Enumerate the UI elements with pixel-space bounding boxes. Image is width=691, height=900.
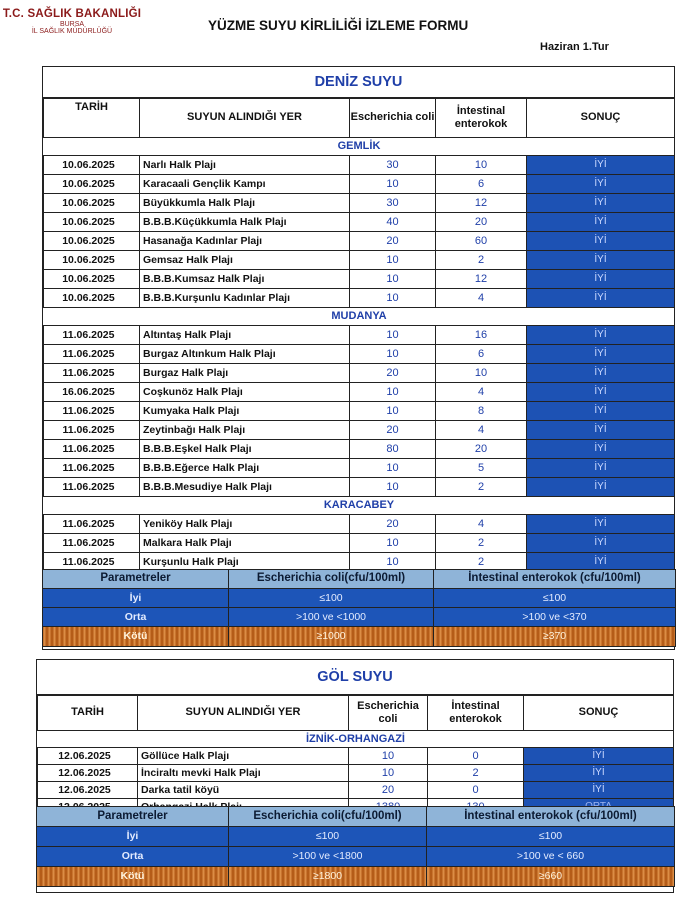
sample-date: 10.06.2025 (44, 289, 140, 308)
legend-good-ecoli: ≤100 (229, 827, 427, 847)
col-place: SUYUN ALINDIĞI YER (138, 696, 349, 731)
col-date: TARİH (38, 696, 138, 731)
ecoli-value: 10 (350, 289, 436, 308)
sample-date: 12.06.2025 (38, 748, 138, 765)
table-row (44, 251, 675, 270)
sample-date: 11.06.2025 (44, 478, 140, 497)
legend-bad-entero: ≥370 (434, 627, 676, 647)
sample-place: Zeytinbağı Halk Plajı (140, 421, 350, 440)
org-city: BURSA (59, 21, 85, 28)
col-ecoli: Escherichia coli (350, 99, 436, 138)
ecoli-value: 20 (349, 782, 428, 799)
sample-date: 11.06.2025 (44, 553, 140, 572)
sample-date: 11.06.2025 (44, 421, 140, 440)
sample-place: Malkara Halk Plajı (140, 534, 350, 553)
entero-value: 2 (436, 534, 527, 553)
group-name: MUDANYA (44, 308, 675, 326)
sample-date: 11.06.2025 (44, 459, 140, 478)
result-value: İYİ (527, 270, 675, 289)
legend-mid-label: Orta (37, 847, 229, 867)
legend-bad-label: Kötü (43, 627, 229, 647)
result-value: İYİ (527, 326, 675, 345)
sample-date: 11.06.2025 (44, 364, 140, 383)
entero-value: 2 (436, 478, 527, 497)
group-header-row (38, 731, 674, 748)
sample-place: Hasanağa Kadınlar Plajı (140, 232, 350, 251)
ecoli-value: 20 (350, 364, 436, 383)
result-value: İYİ (527, 421, 675, 440)
result-value: İYİ (524, 782, 674, 799)
sample-date: 11.06.2025 (44, 402, 140, 421)
result-value: İYİ (527, 534, 675, 553)
table-row (44, 440, 675, 459)
table-row (44, 270, 675, 289)
entero-value: 16 (436, 326, 527, 345)
sample-place: Darka tatil köyü (138, 782, 349, 799)
ecoli-value: 10 (350, 478, 436, 497)
legend-bad-ecoli: ≥1800 (229, 867, 427, 887)
sea-table (43, 98, 675, 572)
legend-param-header: Parametreler (43, 570, 229, 589)
entero-value: 6 (436, 175, 527, 194)
entero-value: 4 (436, 289, 527, 308)
ecoli-value: 30 (350, 194, 436, 213)
ecoli-value: 20 (350, 421, 436, 440)
ecoli-value: 20 (350, 232, 436, 251)
legend-mid-ecoli: >100 ve <1800 (229, 847, 427, 867)
sample-date: 10.06.2025 (44, 175, 140, 194)
sample-date: 10.06.2025 (44, 213, 140, 232)
entero-value: 8 (436, 402, 527, 421)
table-row (44, 534, 675, 553)
page-title: YÜZME SUYU KİRLİLİĞİ İZLEME FORMU (208, 18, 469, 33)
sample-date: 11.06.2025 (44, 345, 140, 364)
legend-mid-entero: >100 ve < 660 (427, 847, 675, 867)
sample-date: 10.06.2025 (44, 232, 140, 251)
result-value: İYİ (527, 478, 675, 497)
result-value: İYİ (527, 553, 675, 572)
result-value: İYİ (527, 251, 675, 270)
entero-value: 10 (436, 364, 527, 383)
group-header-row (44, 308, 675, 326)
col-ecoli: Escherichia coli (349, 696, 428, 731)
legend-good-label: İyi (43, 589, 229, 608)
legend-bad-label: Kötü (37, 867, 229, 887)
table-row (44, 156, 675, 175)
table-row (38, 748, 674, 765)
lake-legend (36, 806, 675, 887)
col-result: SONUÇ (524, 696, 674, 731)
sample-date: 11.06.2025 (44, 440, 140, 459)
ecoli-value: 20 (350, 515, 436, 534)
entero-value: 0 (428, 782, 524, 799)
sample-date: 10.06.2025 (44, 194, 140, 213)
table-row (38, 765, 674, 782)
result-value: İYİ (527, 175, 675, 194)
sample-date: 12.06.2025 (38, 765, 138, 782)
sea-water-sheet (42, 66, 675, 650)
sea-section-title: DENİZ SUYU (43, 67, 674, 98)
legend-entero-header: İntestinal enterokok (cfu/100ml) (427, 807, 675, 827)
result-value: İYİ (524, 748, 674, 765)
result-value: İYİ (527, 156, 675, 175)
ecoli-value: 10 (350, 553, 436, 572)
ecoli-value: 10 (350, 534, 436, 553)
legend-bad-entero: ≥660 (427, 867, 675, 887)
table-row (44, 326, 675, 345)
table-row (44, 175, 675, 194)
entero-value: 12 (436, 194, 527, 213)
col-entero: İntestinal enterokok (428, 696, 524, 731)
legend-mid-label: Orta (43, 608, 229, 627)
sample-place: Yeniköy Halk Plajı (140, 515, 350, 534)
sample-date: 11.06.2025 (44, 515, 140, 534)
ecoli-value: 10 (350, 383, 436, 402)
sample-place: Coşkunöz Halk Plajı (140, 383, 350, 402)
entero-value: 12 (436, 270, 527, 289)
sample-place: B.B.B.Eğerce Halk Plajı (140, 459, 350, 478)
result-value: İYİ (524, 765, 674, 782)
legend-entero-header: İntestinal enterokok (cfu/100ml) (434, 570, 676, 589)
sample-date: 10.06.2025 (44, 270, 140, 289)
ecoli-value: 10 (349, 765, 428, 782)
col-date: TARİH (44, 99, 140, 138)
sample-place: B.B.B.Mesudiye Halk Plajı (140, 478, 350, 497)
sea-legend (42, 569, 676, 647)
entero-value: 4 (436, 515, 527, 534)
sample-place: Narlı Halk Plajı (140, 156, 350, 175)
lake-section-title: GÖL SUYU (37, 660, 673, 695)
table-row (44, 383, 675, 402)
legend-mid-entero: >100 ve <370 (434, 608, 676, 627)
sample-date: 11.06.2025 (44, 534, 140, 553)
legend-ecoli-header: Escherichia coli(cfu/100ml) (229, 570, 434, 589)
entero-value: 2 (436, 553, 527, 572)
legend-good-ecoli: ≤100 (229, 589, 434, 608)
sample-place: Göllüce Halk Plajı (138, 748, 349, 765)
entero-value: 6 (436, 345, 527, 364)
ecoli-value: 80 (350, 440, 436, 459)
org-logo (2, 8, 142, 35)
entero-value: 2 (428, 765, 524, 782)
lake-water-sheet (36, 659, 674, 893)
result-value: İYİ (527, 232, 675, 251)
entero-value: 20 (436, 213, 527, 232)
entero-value: 5 (436, 459, 527, 478)
sample-place: Gemsaz Halk Plajı (140, 251, 350, 270)
table-row (44, 213, 675, 232)
table-row (44, 421, 675, 440)
result-value: İYİ (527, 383, 675, 402)
table-row (44, 289, 675, 308)
ecoli-value: 10 (350, 402, 436, 421)
sample-date: 10.06.2025 (44, 251, 140, 270)
sample-place: Kumyaka Halk Plajı (140, 402, 350, 421)
ecoli-value: 10 (350, 175, 436, 194)
entero-value: 0 (428, 748, 524, 765)
table-row (44, 232, 675, 251)
result-value: İYİ (527, 402, 675, 421)
org-unit: İL SAĞLIK MÜDÜRLÜĞÜ (31, 28, 113, 35)
ecoli-value: 30 (350, 156, 436, 175)
ecoli-value: 10 (350, 345, 436, 364)
legend-param-header: Parametreler (37, 807, 229, 827)
entero-value: 2 (436, 251, 527, 270)
legend-ecoli-header: Escherichia coli(cfu/100ml) (229, 807, 427, 827)
sample-place: B.B.B.Kumsaz Halk Plajı (140, 270, 350, 289)
result-value: İYİ (527, 289, 675, 308)
col-place: SUYUN ALINDIĞI YER (140, 99, 350, 138)
sample-place: Altıntaş Halk Plajı (140, 326, 350, 345)
lake-table (37, 695, 674, 816)
sample-place: İnciraltı mevki Halk Plajı (138, 765, 349, 782)
legend-good-entero: ≤100 (427, 827, 675, 847)
entero-value: 4 (436, 383, 527, 402)
result-value: İYİ (527, 345, 675, 364)
ecoli-value: 10 (349, 748, 428, 765)
legend-mid-ecoli: >100 ve <1000 (229, 608, 434, 627)
table-row (44, 194, 675, 213)
entero-value: 60 (436, 232, 527, 251)
col-result: SONUÇ (527, 99, 675, 138)
group-name: KARACABEY (44, 497, 675, 515)
sample-place: Kurşunlu Halk Plajı (140, 553, 350, 572)
legend-good-label: İyi (37, 827, 229, 847)
round-label: Haziran 1.Tur (540, 41, 609, 53)
table-row (44, 459, 675, 478)
entero-value: 4 (436, 421, 527, 440)
sample-date: 16.06.2025 (44, 383, 140, 402)
result-value: İYİ (527, 459, 675, 478)
sample-place: Karacaali Gençlik Kampı (140, 175, 350, 194)
col-entero: İntestinal enterokok (436, 99, 527, 138)
sample-place: Burgaz Halk Plajı (140, 364, 350, 383)
ecoli-value: 10 (350, 459, 436, 478)
ecoli-value: 10 (350, 326, 436, 345)
entero-value: 10 (436, 156, 527, 175)
table-row (44, 402, 675, 421)
group-header-row (44, 497, 675, 515)
ecoli-value: 40 (350, 213, 436, 232)
org-name: T.C. SAĞLIK BAKANLIĞI (2, 8, 142, 20)
legend-good-entero: ≤100 (434, 589, 676, 608)
table-row (44, 515, 675, 534)
table-row (38, 782, 674, 799)
ecoli-value: 10 (350, 251, 436, 270)
result-value: İYİ (527, 440, 675, 459)
sample-date: 12.06.2025 (38, 782, 138, 799)
sample-date: 10.06.2025 (44, 156, 140, 175)
ecoli-value: 10 (350, 270, 436, 289)
sample-place: B.B.B.Küçükkumla Halk Plajı (140, 213, 350, 232)
result-value: İYİ (527, 213, 675, 232)
table-row (44, 364, 675, 383)
column-header-row (44, 99, 675, 138)
entero-value: 20 (436, 440, 527, 459)
group-header-row (44, 138, 675, 156)
table-row (44, 345, 675, 364)
group-name: GEMLİK (44, 138, 675, 156)
table-row (44, 478, 675, 497)
result-value: İYİ (527, 515, 675, 534)
result-value: İYİ (527, 364, 675, 383)
column-header-row (38, 696, 674, 731)
sample-place: B.B.B.Kurşunlu Kadınlar Plajı (140, 289, 350, 308)
sample-place: Büyükkumla Halk Plajı (140, 194, 350, 213)
sample-place: B.B.B.Eşkel Halk Plajı (140, 440, 350, 459)
sample-place: Burgaz Altınkum Halk Plajı (140, 345, 350, 364)
legend-bad-ecoli: ≥1000 (229, 627, 434, 647)
sample-date: 11.06.2025 (44, 326, 140, 345)
group-name: İZNİK-ORHANGAZİ (38, 731, 674, 748)
result-value: İYİ (527, 194, 675, 213)
